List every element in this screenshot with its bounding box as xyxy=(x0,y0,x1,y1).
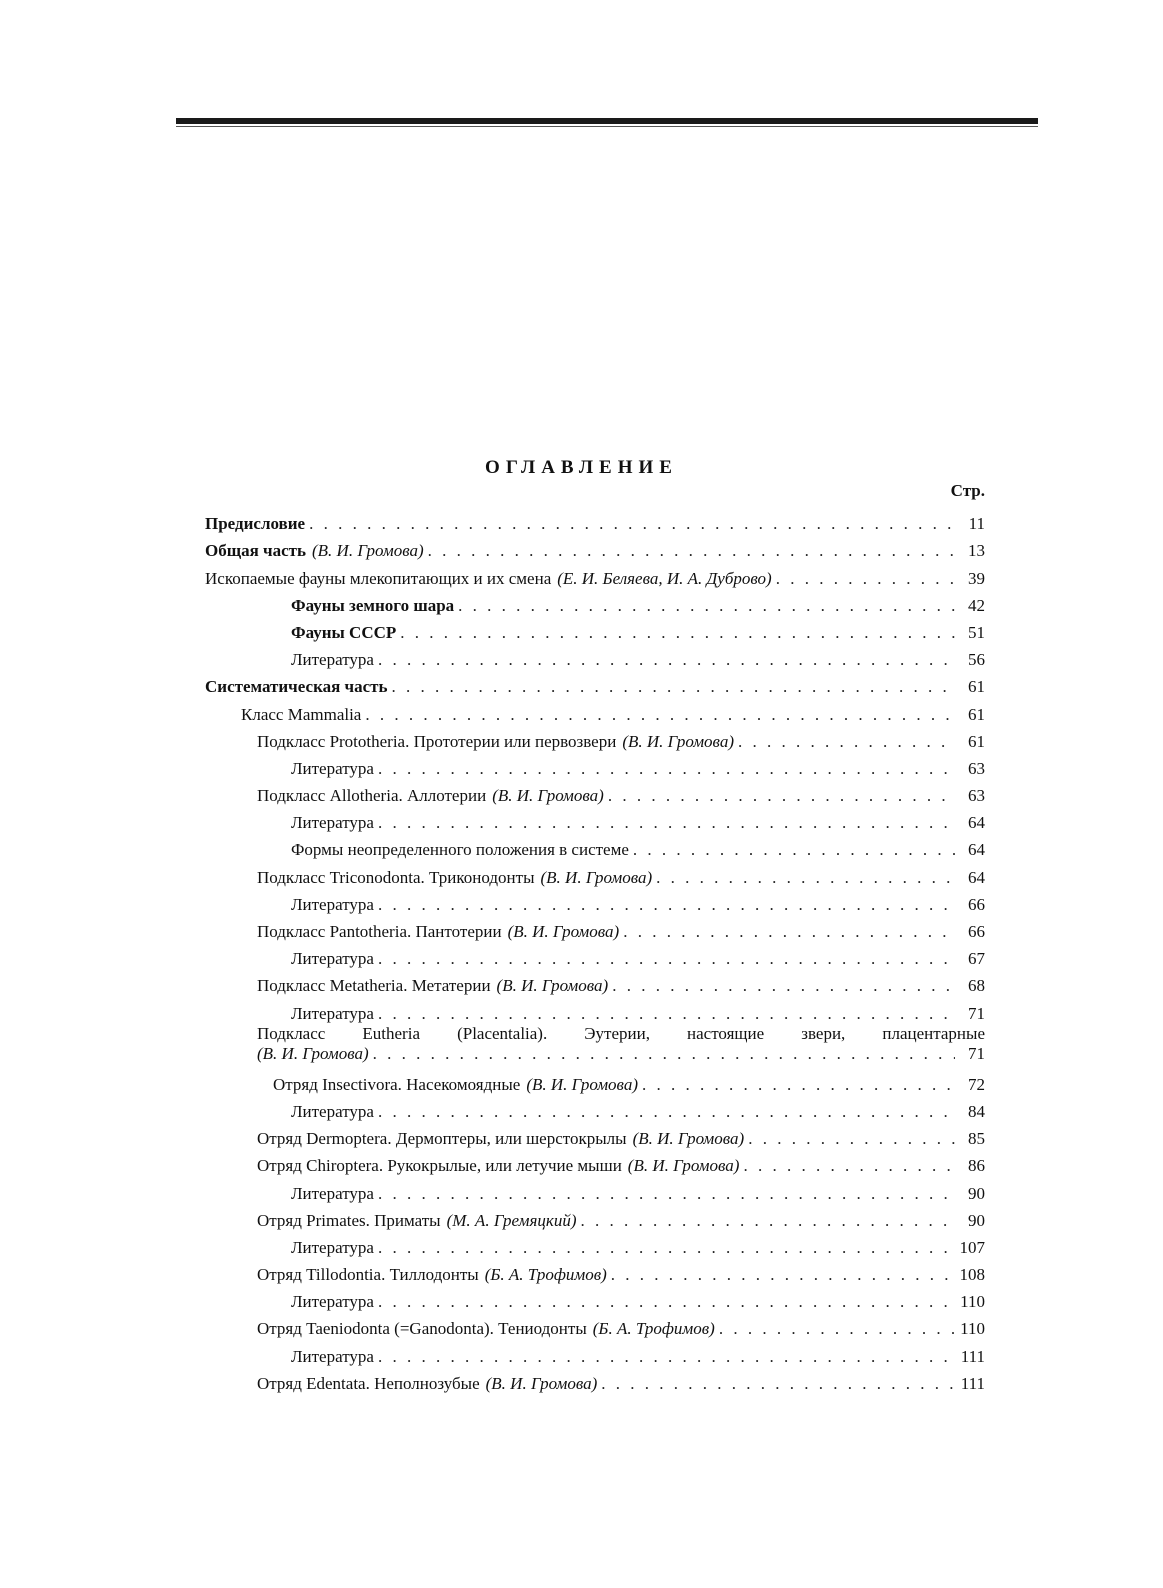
dot-leader xyxy=(392,677,955,697)
toc-entry-title: Отряд Primates. Приматы xyxy=(257,1210,441,1230)
toc-entry-page: 64 xyxy=(968,840,985,860)
toc-entry-page: 90 xyxy=(968,1183,985,1203)
toc-entry[interactable] xyxy=(205,1176,985,1203)
toc-entry-page: 11 xyxy=(968,514,985,534)
toc-entry-title: Отряд Edentata. Неполнозубые xyxy=(257,1373,480,1393)
toc-entry[interactable] xyxy=(205,752,985,779)
toc-entry-title: Литература xyxy=(291,1003,374,1023)
toc-entry[interactable] xyxy=(205,1204,985,1231)
toc-entry[interactable] xyxy=(205,1122,985,1149)
toc-entry-title: Фауны СССР xyxy=(291,622,397,642)
toc-entry-page: 86 xyxy=(968,1156,985,1176)
toc-entry-author: (В. И. Громова) xyxy=(632,1129,745,1149)
toc-entry[interactable] xyxy=(205,616,985,643)
dot-leader xyxy=(373,1044,955,1064)
dot-leader xyxy=(378,1004,955,1024)
toc-entry-title: Фауны земного шара xyxy=(291,595,455,615)
dot-leader xyxy=(612,976,955,996)
toc-entry-title: Отряд Insectivora. Насекомоядные xyxy=(273,1074,521,1094)
toc-entry[interactable] xyxy=(205,1312,985,1339)
toc-entry-title: Отряд Taeniodonta (=Ganodonta). Тениодонты xyxy=(257,1319,587,1339)
toc-entry[interactable] xyxy=(205,1285,985,1312)
toc-entry-title: Ископаемые фауны млекопитающих и их смена xyxy=(205,568,552,588)
dot-leader xyxy=(428,541,955,561)
toc-entry-page: 85 xyxy=(968,1129,985,1149)
toc-entry-title: Литература xyxy=(291,1292,374,1312)
toc-entry-title: Литература xyxy=(291,813,374,833)
toc-entry[interactable] xyxy=(205,1024,985,1068)
toc-entry-page: 68 xyxy=(968,976,985,996)
toc-entry-author: (В. И. Громова) xyxy=(257,1043,369,1063)
toc-entry-page: 42 xyxy=(968,595,985,615)
table-of-contents xyxy=(205,507,985,1394)
toc-entry[interactable] xyxy=(205,1231,985,1258)
toc-entry-author: (В. И. Громова) xyxy=(627,1156,740,1176)
toc-entry-page: 71 xyxy=(968,1003,985,1023)
toc-entry-page: 63 xyxy=(968,758,985,778)
toc-entry-title: Подкласс Triconodonta. Триконодонты xyxy=(257,867,535,887)
toc-entry[interactable] xyxy=(205,1367,985,1394)
toc-entry-author: (Е. И. Беляева, И. А. Дуброво) xyxy=(557,568,772,588)
toc-entry-title: Литература xyxy=(291,1183,374,1203)
dot-leader xyxy=(748,1129,955,1149)
page-column-label: Стр. xyxy=(950,481,985,500)
toc-entry-title: Литература xyxy=(291,1101,374,1121)
toc-entry-page: 63 xyxy=(968,786,985,806)
toc-entry-title: Подкласс Prototheria. Прототерии или первозвери xyxy=(257,731,617,751)
toc-entry-author: (В. И. Громова) xyxy=(526,1074,638,1094)
dot-leader xyxy=(378,813,955,833)
toc-entry-page: 56 xyxy=(968,650,985,670)
dot-leader xyxy=(458,596,955,616)
toc-entry-page: 61 xyxy=(968,731,985,751)
toc-entry[interactable] xyxy=(205,534,985,561)
toc-entry[interactable] xyxy=(205,507,985,534)
dot-leader xyxy=(738,732,955,752)
dot-leader xyxy=(719,1319,955,1339)
toc-entry-page: 61 xyxy=(968,677,985,697)
toc-entry-page: 111 xyxy=(960,1346,985,1366)
dot-leader xyxy=(608,786,955,806)
toc-entry[interactable] xyxy=(205,697,985,724)
dot-leader xyxy=(776,569,955,589)
dot-leader xyxy=(378,1102,955,1122)
toc-entry-title: Предисловие xyxy=(205,514,306,534)
toc-entry-page: 110 xyxy=(960,1319,985,1339)
toc-entry-author: (В. И. Громова) xyxy=(540,867,653,887)
toc-entry[interactable] xyxy=(205,969,985,996)
toc-entry-title: Подкласс Allotheria. Аллотерии xyxy=(257,786,487,806)
toc-entry[interactable] xyxy=(205,806,985,833)
toc-entry-page: 39 xyxy=(968,568,985,588)
dot-leader xyxy=(611,1265,955,1285)
toc-entry-title: Систематическая часть xyxy=(205,677,388,697)
toc-entry-page: 64 xyxy=(968,867,985,887)
toc-entry[interactable] xyxy=(205,996,985,1023)
toc-entry-page: 90 xyxy=(968,1210,985,1230)
toc-entry-author: (Б. А. Трофимов) xyxy=(592,1319,715,1339)
toc-entry[interactable] xyxy=(205,1068,985,1095)
toc-entry-page: 111 xyxy=(960,1373,985,1393)
toc-entry[interactable] xyxy=(205,1258,985,1285)
toc-entry-title: Формы неопределенного положения в системе xyxy=(291,840,629,860)
dot-leader xyxy=(378,759,955,779)
toc-entry[interactable] xyxy=(205,670,985,697)
dot-leader xyxy=(378,949,955,969)
toc-entry[interactable] xyxy=(205,725,985,752)
toc-entry[interactable] xyxy=(205,589,985,616)
toc-entry-page: 64 xyxy=(968,813,985,833)
toc-entry-author: (В. И. Громова) xyxy=(496,976,609,996)
dot-leader xyxy=(601,1374,955,1394)
toc-entry[interactable] xyxy=(205,1339,985,1366)
toc-entry-title: Отряд Tillodontia. Тиллодонты xyxy=(257,1265,479,1285)
dot-leader xyxy=(378,895,955,915)
dot-leader xyxy=(743,1156,955,1176)
toc-entry-page: 13 xyxy=(968,541,985,561)
page-title: ОГЛАВЛЕНИЕ xyxy=(485,457,678,478)
toc-entry[interactable] xyxy=(205,860,985,887)
toc-entry-page: 66 xyxy=(968,894,985,914)
toc-entry[interactable] xyxy=(205,779,985,806)
toc-entry[interactable] xyxy=(205,942,985,969)
toc-entry-page: 51 xyxy=(968,622,985,642)
toc-entry-title: Отряд Chiroptera. Рукокрылые, или летучие мыши xyxy=(257,1156,622,1176)
toc-entry-page: 61 xyxy=(968,704,985,724)
toc-entry-author: (В. И. Громова) xyxy=(492,786,604,806)
toc-entry[interactable] xyxy=(205,1149,985,1176)
top-rule xyxy=(176,118,1038,124)
toc-entry-title: Литература xyxy=(291,758,374,778)
dot-leader xyxy=(623,922,955,942)
toc-entry-title: Литература xyxy=(291,894,374,914)
toc-entry[interactable] xyxy=(205,1095,985,1122)
toc-entry-page: 108 xyxy=(959,1265,985,1285)
toc-entry[interactable] xyxy=(205,561,985,588)
toc-entry-title: Литература xyxy=(291,650,374,670)
toc-entry[interactable] xyxy=(205,915,985,942)
toc-entry[interactable] xyxy=(205,888,985,915)
dot-leader xyxy=(378,650,955,670)
toc-entry-page: 107 xyxy=(959,1237,985,1257)
toc-entry-page: 110 xyxy=(960,1292,985,1312)
toc-entry-title: Общая часть xyxy=(205,541,306,561)
toc-entry-page: 66 xyxy=(968,922,985,941)
toc-entry-page: 67 xyxy=(968,949,985,969)
toc-entry-author: (В. И. Громова) xyxy=(485,1373,598,1393)
toc-entry[interactable] xyxy=(205,643,985,670)
dot-leader xyxy=(656,868,955,888)
toc-entry-title: Литература xyxy=(291,949,374,969)
toc-entry[interactable] xyxy=(205,833,985,860)
dot-leader xyxy=(581,1211,956,1231)
dot-leader xyxy=(378,1238,955,1258)
dot-leader xyxy=(309,514,955,534)
top-rule-thin xyxy=(176,126,1038,127)
toc-entry-page: 72 xyxy=(968,1074,985,1094)
dot-leader xyxy=(642,1075,955,1095)
toc-entry-author: (Б. А. Трофимов) xyxy=(484,1265,607,1285)
toc-entry-page: 84 xyxy=(968,1101,985,1121)
toc-entry-title: Отряд Dermoptera. Дермоптеры, или шерстокрылы xyxy=(257,1129,627,1149)
toc-entry-title: Литература xyxy=(291,1237,374,1257)
toc-entry-author: (В. И. Громова) xyxy=(312,541,424,561)
toc-entry-title: Литература xyxy=(291,1346,374,1366)
dot-leader xyxy=(378,1184,955,1204)
toc-entry-title: Подкласс Pantotheria. Пантотерии xyxy=(257,922,502,941)
toc-entry-title: Подкласс Eutheria (Placentalia). Эутерии, настоящие звери, плацентарные xyxy=(257,1023,985,1043)
dot-leader xyxy=(378,1347,955,1367)
toc-entry-author: (М. А. Гремяцкий) xyxy=(446,1210,577,1230)
dot-leader xyxy=(378,1292,955,1312)
dot-leader xyxy=(633,840,955,860)
toc-entry-page: 71 xyxy=(968,1043,985,1063)
toc-entry-title: Класс Mammalia xyxy=(241,704,362,724)
toc-entry-author: (В. И. Громова) xyxy=(622,731,734,751)
toc-entry-title: Подкласс Metatheria. Метатерии xyxy=(257,976,491,996)
dot-leader xyxy=(400,623,955,643)
dot-leader xyxy=(365,705,955,725)
toc-entry-author: (В. И. Громова) xyxy=(507,922,620,941)
